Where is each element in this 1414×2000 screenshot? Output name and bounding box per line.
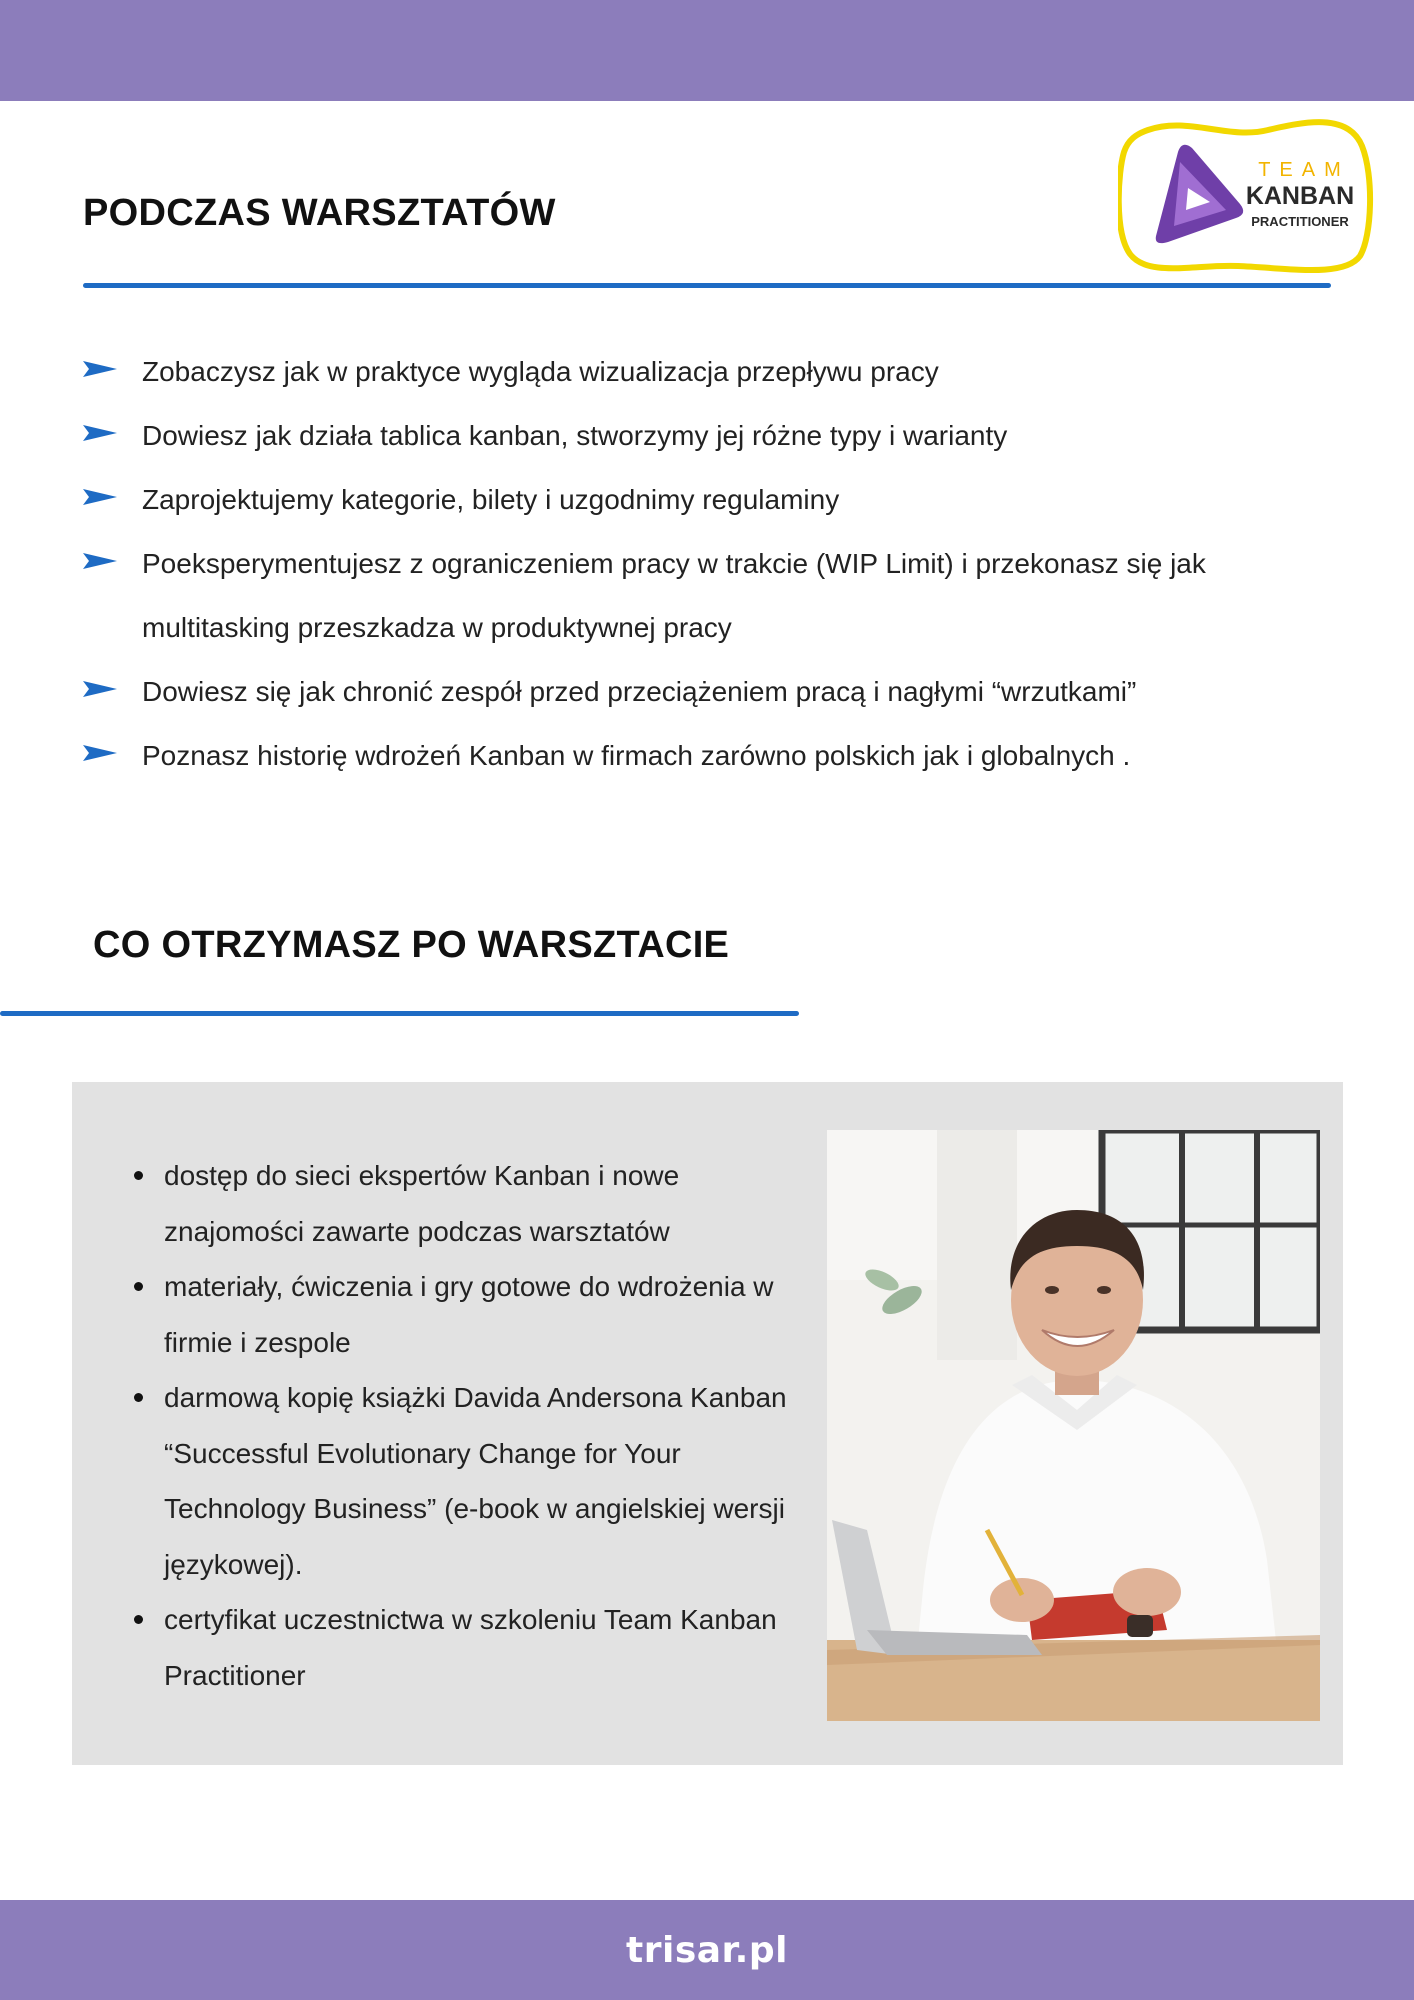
team-kanban-practitioner-logo [1118,118,1374,276]
section-title-after-workshop: CO OTRZYMASZ PO WARSZTACIE [93,924,730,966]
list-item: Dowiesz jak działa tablica kanban, stworzymy jej różne typy i warianty [83,404,1343,468]
section-divider [83,283,1331,288]
list-item: Zobaczysz jak w praktyce wygląda wizualizacja przepływu pracy [83,340,1343,404]
logo-line-kanban: KANBAN [1245,182,1355,210]
list-item: materiały, ćwiczenia i gry gotowe do wdrożenia w firmie i zespole [122,1259,792,1370]
pennant-arrow-icon [83,551,117,571]
bullet-dot-icon [134,1615,143,1624]
list-item: Poznasz historię wdrożeń Kanban w firmach zarówno polskich jak i globalnych . [83,724,1343,788]
bullet-dot-icon [134,1171,143,1180]
list-item: dostęp do sieci ekspertów Kanban i nowe znajomości zawarte podczas warsztatów [122,1148,792,1259]
section-divider [0,1011,799,1016]
bullet-dot-icon [134,1393,143,1402]
pennant-arrow-icon [83,359,117,379]
workshop-activities-list [83,340,1343,788]
pennant-arrow-icon [83,423,117,443]
list-item: certyfikat uczestnictwa w szkoleniu Team Kanban Practitioner [122,1592,792,1703]
pennant-arrow-icon [83,679,117,699]
top-banner [0,0,1414,101]
footer-website-link[interactable]: trisar.pl [626,1929,788,1971]
list-item: Poeksperymentujesz z ograniczeniem pracy w trakcie (WIP Limit) i przekonasz się jak multitasking przeszkadza w produktywnej pracy [83,532,1343,660]
logo-line-team: TEAM [1258,159,1350,181]
section-title-during-workshop: PODCZAS WARSZTATÓW [83,192,556,234]
trainer-photo [827,1130,1320,1721]
list-item: Zaprojektujemy kategorie, bilety i uzgodnimy regulaminy [83,468,1343,532]
logo-line-practitioner: PRACTITIONER [1251,214,1349,229]
bullet-dot-icon [134,1282,143,1291]
list-item: Dowiesz się jak chronić zespół przed przeciążeniem pracą i nagłymi “wrzutkami” [83,660,1343,724]
benefits-list [122,1148,792,1703]
pennant-arrow-icon [83,487,117,507]
bottom-banner [0,1900,1414,2000]
pennant-arrow-icon [83,743,117,763]
list-item: darmową kopię książki Davida Andersona Kanban “Successful Evolutionary Change for Your Technology Business” (e-book w angielskiej wersji językowej). [122,1370,792,1592]
